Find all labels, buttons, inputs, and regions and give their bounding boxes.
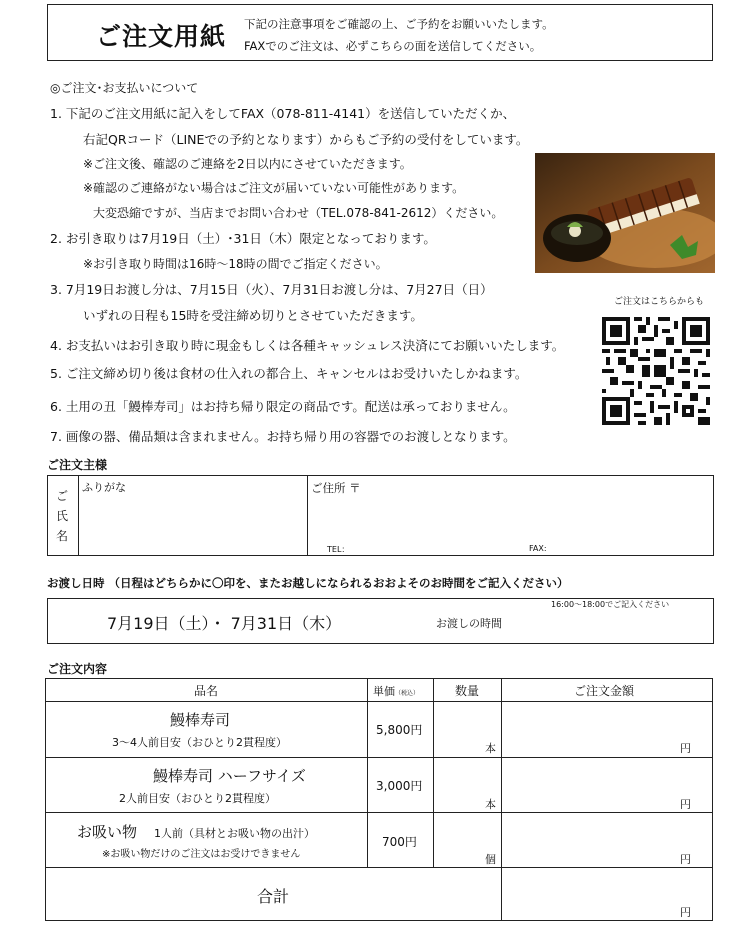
item-name-3: お吸い物 [77,823,138,841]
yen-3: 円 [680,853,691,866]
notice-2b: ※お引き取り時間は16時～18時の間でご指定ください。 [83,257,388,271]
item-desc-2: 2人前目安（おひとり2貫程度） [119,792,276,805]
line-qr-code[interactable] [602,317,710,425]
col-price-header [373,683,419,699]
notice-1e: 大変恐縮ですが、当店までお問い合わせ（TEL.078-841-2612）ください。 [93,206,504,220]
divider [367,679,368,867]
notices-heading: ◎ご注文･お支払いについて [50,81,199,95]
divider [46,867,712,868]
notice-2: 2. お引き取りは7月19日（土）･31日（木）限定となっております。 [50,231,436,246]
delivery-time-label: お渡しの時間 [436,617,502,630]
unit-1: 本 [485,742,496,755]
item-price-1: 5,800円 [376,723,423,737]
col-qty-header: 数量 [455,684,480,698]
notice-5: 5. ご注文締め切り後は食材の仕入れの都合上、キャンセルはお受けいたしかねます。 [50,366,528,381]
address-label: ご住所 〒 [311,481,361,495]
header-note-line2: FAXでのご注文は、必ずこちらの面を送信してください。 [244,39,542,53]
notice-4: 4. お支払いはお引き取り時に現金もしくは各種キャッシュレス決済にてお願いいたします。 [50,338,565,353]
yen-2: 円 [680,798,691,811]
yen-1: 円 [680,742,691,755]
form-title: ご注文用紙 [96,22,227,51]
item-name-3-extra: 1人前（具材とお吸い物の出汁） [154,827,315,840]
header-box [47,4,713,61]
delivery-box [47,598,714,644]
col-price-label: 単価 [373,685,395,698]
notice-6: 6. 土用の丑「鰻棒寿司」はお持ち帰り限定の商品です。配送は承っておりません。 [50,399,516,414]
notice-1b: 右記QRコード（LINEでの予約となります）からもご予約の受付をしています。 [83,132,529,147]
name-label: ご氏名 [55,489,68,543]
item-name-2: 鰻棒寿司 ハーフサイズ [153,767,306,785]
notice-1: 1. 下記のご注文用紙に記入をしてFAX（078-811-4141）を送信していただくか、 [50,106,516,121]
col-name-header: 品名 [194,684,219,698]
item-name-1: 鰻棒寿司 [170,711,231,729]
divider [501,679,502,920]
total-label: 合計 [257,887,290,906]
fax-label: FAX: [529,544,547,553]
divider [46,757,712,758]
order-table [45,678,713,921]
divider [46,812,712,813]
name-field[interactable] [79,476,306,555]
delivery-dates[interactable]: 7月19日（土）・ 7月31日（木） [107,614,342,633]
unit-2: 本 [485,798,496,811]
notice-1c: ※ご注文後、確認のご連絡を2日以内にさせていただきます。 [83,157,412,171]
customer-heading: ご注文主様 [47,458,108,472]
notice-7: 7. 画像の器、備品類は含まれません。お持ち帰り用の容器でのお渡しとなります。 [50,429,516,444]
item-desc-3: ※お吸い物だけのご注文はお受けできません [102,849,301,860]
delivery-time-field[interactable] [518,609,708,641]
customer-table [47,475,714,556]
total-yen: 円 [680,906,691,919]
tel-label: TEL： [327,545,350,554]
item-price-2: 3,000円 [376,779,423,793]
furigana-label: ふりがな [82,481,126,494]
divider [46,701,712,702]
col-amount-header: ご注文金額 [574,684,635,698]
notice-3b: いずれの日程も15時を受注締め切りとさせていただきます。 [83,308,423,323]
qr-caption: ご注文はこちらからも [614,297,705,307]
notice-1d: ※確認のご連絡がない場合はご注文が届いていない可能性があります。 [83,181,465,195]
eel-sushi-photo [535,153,715,273]
header-note-line1: 下記の注意事項をご確認の上、ご予約をお願いいたします。 [244,17,554,31]
delivery-heading: お渡し日時 （日程はどちらかに〇印を、またお越しになられるおおよそのお時間をご記入ください） [47,576,569,590]
address-field[interactable] [308,476,713,555]
unit-3: 個 [485,853,496,866]
col-price-tax-label: （税込） [395,690,420,697]
divider [433,679,434,867]
item-desc-1: 3～4人前目安（おひとり2貫程度） [112,736,287,749]
notice-3: 3. 7月19日お渡し分は、7月15日（火）、7月31日お渡し分は、7月27日（日） [50,282,493,297]
item-price-3: 700円 [382,835,417,849]
order-heading: ご注文内容 [47,662,108,676]
delivery-time-range: 16:00～18:00でご記入ください [551,600,670,609]
